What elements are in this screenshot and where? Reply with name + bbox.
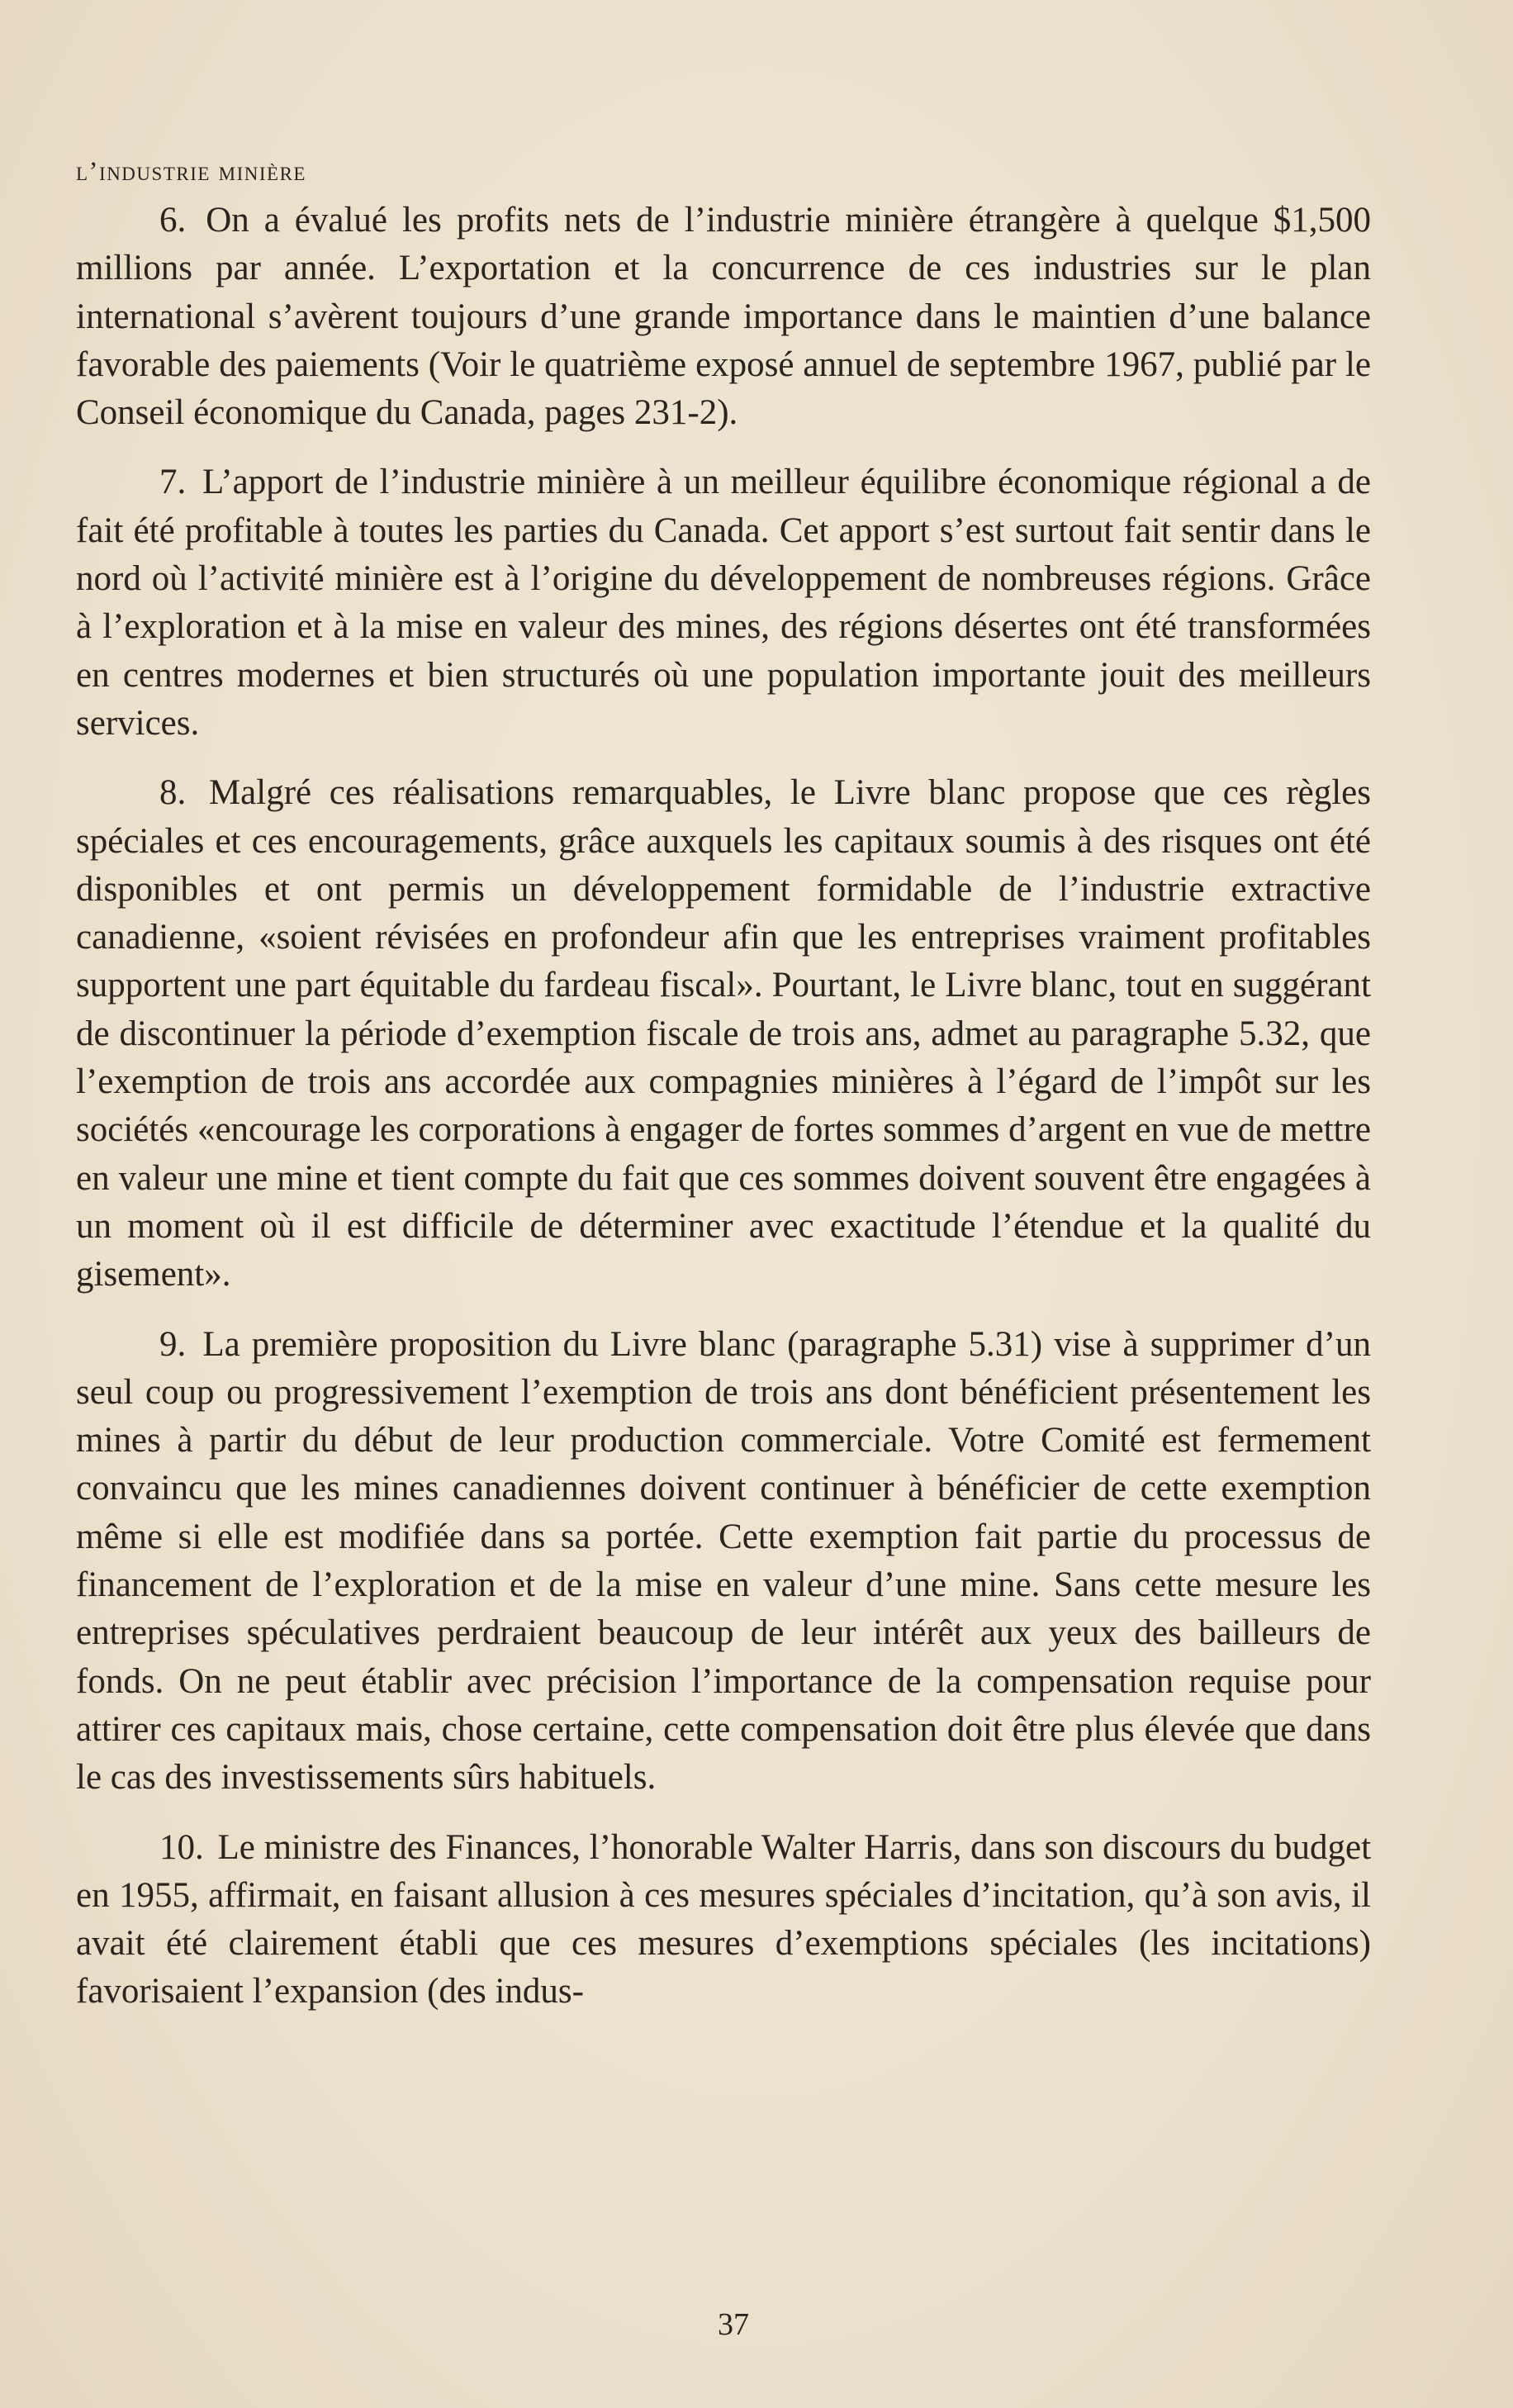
paragraph-text: La première proposition du Livre blanc (paragraphe 5.31) vise à supprimer d’un seul coup ou progressivement l’exemption de trois ans dont bénéficient présentement les mines à partir du début de leur production commerciale. Votre Comité est fermement convaincu que les mines canadiennes doivent continuer à bénéficier de cette exemption même si elle est modifiée dans sa portée. Cette exemption fait partie du processus de financement de l’exploration et de la mise en valeur d’une mine. Sans cette mesure les entreprises spéculatives perdraient beaucoup de leur intérêt aux yeux des bailleurs de fonds. On ne peut établir avec précision l’importance de la compensation requise pour attirer ces capitaux mais, chose certaine, cette compensation doit être plus élevée que dans le cas des investissements sûrs habituels. [76,1324,1371,1798]
paragraph-6 [76,197,1371,437]
paragraph-text: L’apport de l’industrie minière à un meilleur équilibre économique régional a de fait été profitable à toutes les parties du Canada. Cet apport s’est surtout fait sentir dans le nord où l’activité minière est à l’origine du développement de nombreuses régions. Grâce à l’exploration et à la mise en valeur des mines, des régions désertes ont été transformées en centres modernes et bien structurés où une population importante jouit des meilleurs services. [76,463,1371,743]
paragraph-text: Le ministre des Finances, l’honorable Walter Harris, dans son discours du budget en 1955, affirmait, en faisant allusion à ces mesures spéciales d’incitation, qu’à son avis, il avait été clairement établi que ces mesures d’exemptions spéciales (les incitations) favorisaient l’expansion (des indus- [76,1827,1372,2011]
paragraph-number: 10. [159,1827,204,1867]
paragraph-number: 6. [159,201,187,240]
paragraph-text: Malgré ces réalisations remarquables, le Livre blanc propose que ces règles spéciales et ces encouragements, grâce auxquels les capitaux soumis à des risques ont été disponibles et ont permis un développement formidable de l’industrie extractive canadienne, «soient révisées en profondeur afin que les entreprises vraiment profitables supportent une part équitable du fardeau fiscal». Pourtant, le Livre blanc, tout en suggérant de discontinuer la période d’exemption fiscale de trois ans, admet au paragraphe 5.32, que l’exemption de trois ans accordée aux compagnies minières à l’égard de l’impôt sur les sociétés «encourage les corporations à engager de fortes sommes d’argent en vue de mettre en valeur une mine et tient compte du fait que ces sommes doivent souvent être engagées à un moment où il est difficile de déterminer avec exactitude l’étendue et la qualité du gisement». [76,773,1372,1294]
running-header: l’industrie minière [76,157,306,187]
paragraph-number: 7. [159,463,187,502]
body-text [76,197,1371,2038]
paragraph-7 [76,458,1371,748]
paragraph-9 [76,1321,1371,1802]
paragraph-number: 8. [159,773,187,813]
paragraph-10 [76,1824,1371,2016]
paragraph-8 [76,769,1371,1299]
paragraph-text: On a évalué les profits nets de l’industrie minière étrangère à quelque $1,500 millions par année. L’exportation et la concurrence de ces industries sur le plan international s’avèrent toujours d’une grande importance dans le maintien d’une balance favorable des paiements (Voir le quatrième exposé annuel de septembre 1967, publié par le Conseil économique du Canada, pages 231-2). [76,201,1371,433]
paragraph-number: 9. [159,1324,187,1364]
page-number: 37 [718,2307,749,2342]
